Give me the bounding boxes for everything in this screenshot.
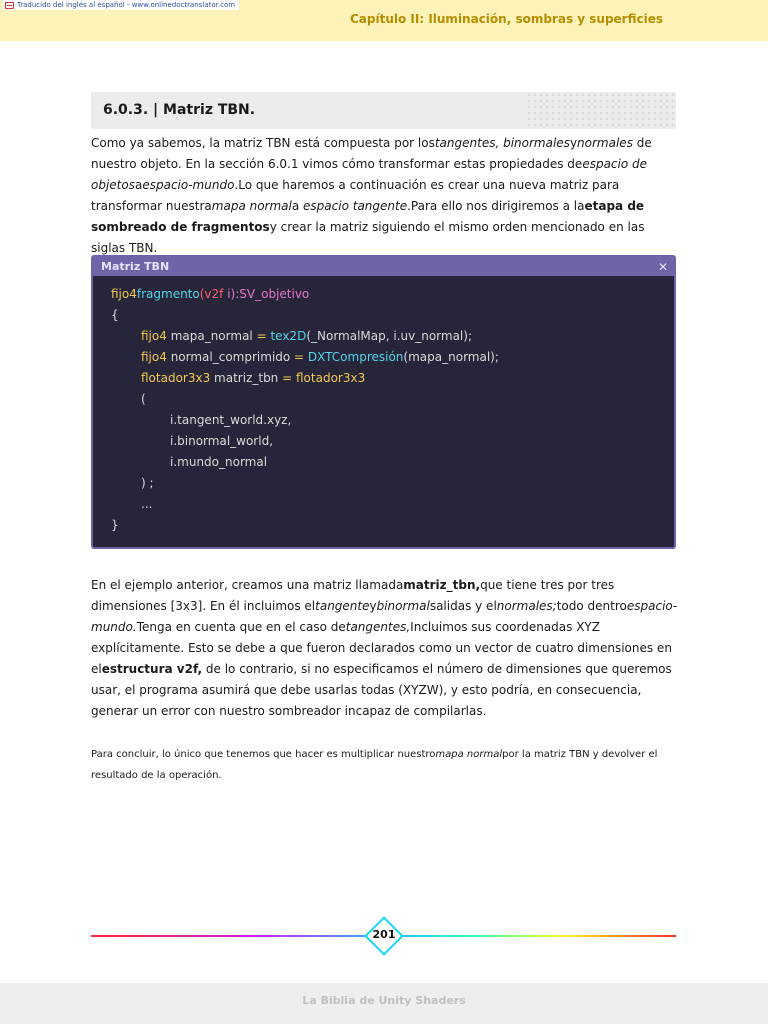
code-line: i.tangent_world.xyz, [170, 413, 292, 427]
code-window-header [93, 257, 674, 276]
code-line: ... [141, 497, 153, 511]
footer-book-title: La Biblia de Unity Shaders [302, 994, 466, 1007]
section-heading-box [91, 92, 676, 129]
code-line: i.binormal_world, [170, 434, 274, 448]
paragraph-intro: Como ya sabemos, la matriz TBN está compuesta por lostangentes, binormalesynormales de nuestro objeto. En la sección 6.0.1 vimos cómo transformar estas propiedades deespacio de objetosaespacio-mundo.Lo que haremos a continuación es crear una nueva matriz para transformar nuestramapa normala espacio tangente.Para ello nos dirigiremos a laetapa de sombreado de fragmentosy crear la matriz siguiendo el mismo orden mencionado en las siglas TBN. [91, 136, 652, 255]
code-window-title: Matriz TBN [101, 260, 170, 273]
paragraph-conclusion: Para concluir, lo único que tenemos que hacer es multiplicar nuestromapa normalpor la matriz TBN y devolver el resultado de la operación. [91, 749, 658, 781]
page-number: 201 [372, 928, 396, 941]
code-line: ) ; [141, 476, 154, 490]
paragraph-explanation: En el ejemplo anterior, creamos una matriz llamadamatriz_tbn,que tiene tres por tres dimensiones [3x3]. En él incluimos eltangenteybinormalsalidas y elnormales;todo dentroespacio-mundo.Tenga en cuenta que en el caso detangentes,Incluimos sus coordenadas XYZ explícitamente. Esto se debe a que fueron declarados como un vector de cuatro dimensiones en elestructura v2f, de lo contrario, si no especificamos el número de dimensiones que queremos usar, el programa asumirá que debe usarlas todas (XYZW), y esto podría, en consecuencia, generar un error con nuestro sombreador incapaz de compilarlas. [91, 578, 678, 718]
close-icon[interactable]: ✕ [657, 259, 668, 274]
code-line: ( [141, 392, 146, 406]
code-body [111, 284, 499, 536]
code-line: flotador3x3 matriz_tbn = flotador3x3 [141, 371, 366, 385]
code-line: fijo4 normal_comprimido = DXTCompresión(mapa_normal); [141, 350, 499, 364]
section-title: 6.0.3. | Matriz TBN. [103, 102, 256, 118]
translator-note-text: Traducido del inglés al español - www.onlinedoctranslator.com [17, 1, 236, 9]
decorative-dot-pattern [526, 92, 676, 129]
code-line: } [111, 518, 119, 532]
document-icon [5, 2, 14, 9]
code-line: { [111, 308, 119, 322]
chapter-title: Capítulo II: Iluminación, sombras y superficies [349, 12, 663, 26]
code-window [91, 255, 676, 549]
code-line: i.mundo_normal [170, 455, 268, 469]
code-line: fijo4 mapa_normal = tex2D(_NormalMap, i.uv_normal); [141, 329, 472, 343]
translator-note[interactable] [3, 0, 239, 10]
code-line: fijo4fragmento(v2f i):SV_objetivo [111, 287, 310, 301]
